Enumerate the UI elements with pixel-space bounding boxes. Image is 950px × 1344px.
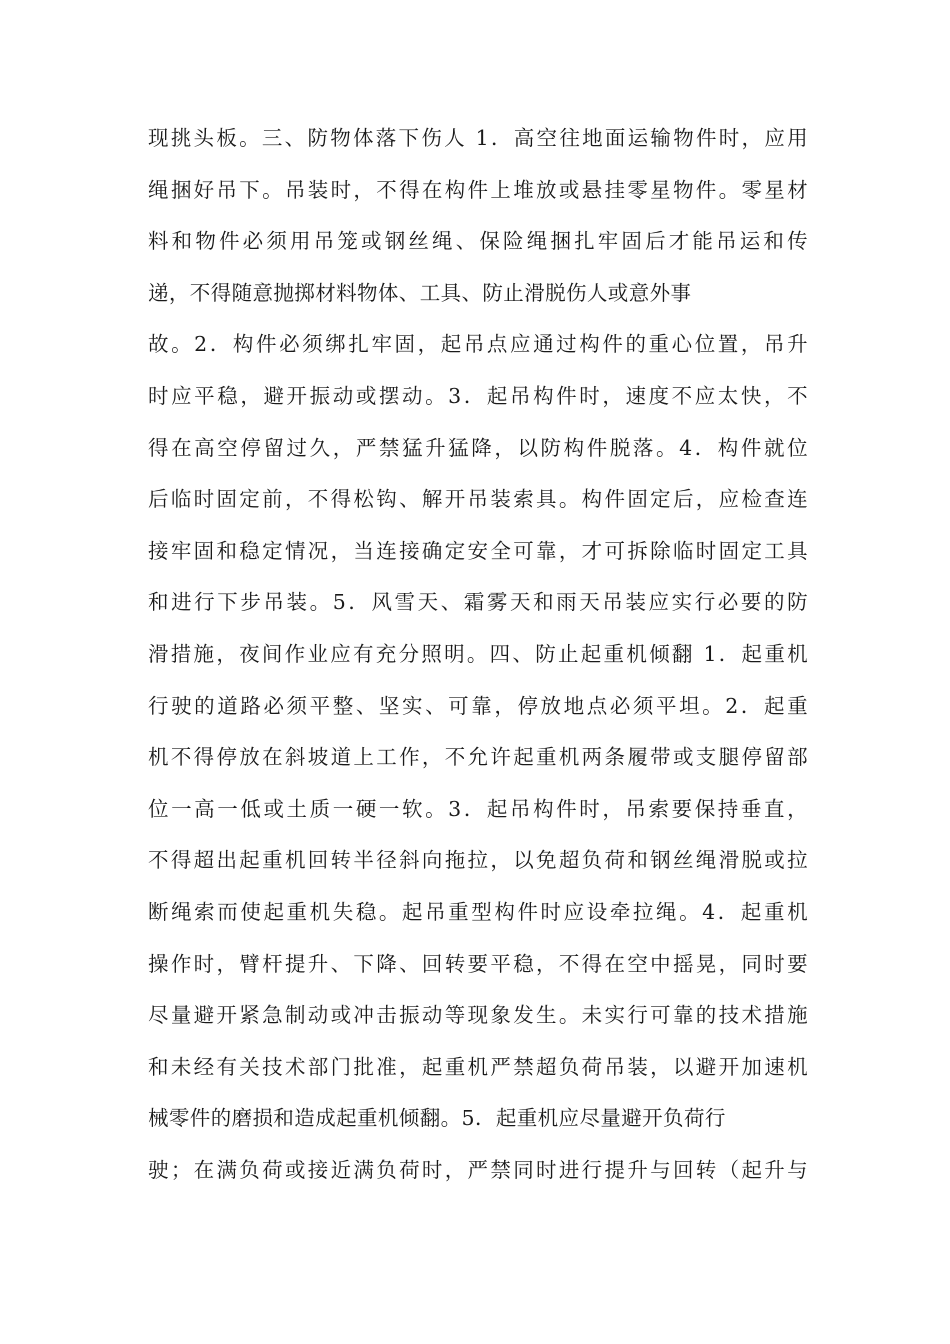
text-line: 和未经有关技术部门批准，起重机严禁超负荷吊装，以避开加速机 [148,1054,808,1079]
text-line: 操作时，臂杆提升、下降、回转要平稳，不得在空中摇晃，同时要 [148,951,808,976]
text-line: 和进行下步吊装。5．风雪天、霜雾天和雨天吊装应实行必要的防 [148,590,808,615]
text-line: 不得超出起重机回转半径斜向拖拉，以免超负荷和钢丝绳滑脱或拉 [148,848,808,873]
text-line: 时应平稳，避开振动或摆动。3．起吊构件时，速度不应太快，不 [148,383,808,408]
text-line: 料和物件必须用吊笼或钢丝绳、保险绳捆扎牢固后才能吊运和传 [148,229,808,254]
text-line: 得在高空停留过久，严禁猛升猛降，以防构件脱落。4．构件就位 [148,435,808,460]
text-line: 绳捆好吊下。吊装时，不得在构件上堆放或悬挂零星物件。零星材 [148,177,808,202]
text-line: 断绳索而使起重机失稳。起吊重型构件时应设牵拉绳。4．起重机 [148,899,808,924]
text-line: 滑措施，夜间作业应有充分照明。四、防止起重机倾翻 1．起重机 [148,641,808,666]
text-line: 机不得停放在斜坡道上工作，不允许起重机两条履带或支腿停留部 [148,745,808,770]
text-line: 位一高一低或土质一硬一软。3．起吊构件时，吊索要保持垂直， [148,796,808,821]
text-line: 递，不得随意抛掷材料物体、工具、防止滑脱伤人或意外事 [148,280,692,305]
text-line: 尽量避开紧急制动或冲击振动等现象发生。未实行可靠的技术措施 [148,1003,808,1028]
body-text [148,116,808,1199]
text-line: 后临时固定前，不得松钩、解开吊装索具。构件固定后，应检查连 [148,487,808,512]
text-line: 行驶的道路必须平整、坚实、可靠，停放地点必须平坦。2．起重 [148,693,808,718]
text-line: 驶；在满负荷或接近满负荷时，严禁同时进行提升与回转（起升与 [148,1157,808,1182]
text-line: 械零件的磨损和造成起重机倾翻。5．起重机应尽量避开负荷行 [148,1106,726,1131]
text-line: 现挑头板。三、防物体落下伤人 1．高空往地面运输物件时，应用 [148,126,808,150]
text-line: 故。2．构件必须绑扎牢固，起吊点应通过构件的重心位置，吊升 [148,332,808,357]
text-line: 接牢固和稳定情况，当连接确定安全可靠，才可拆除临时固定工具 [148,538,808,563]
